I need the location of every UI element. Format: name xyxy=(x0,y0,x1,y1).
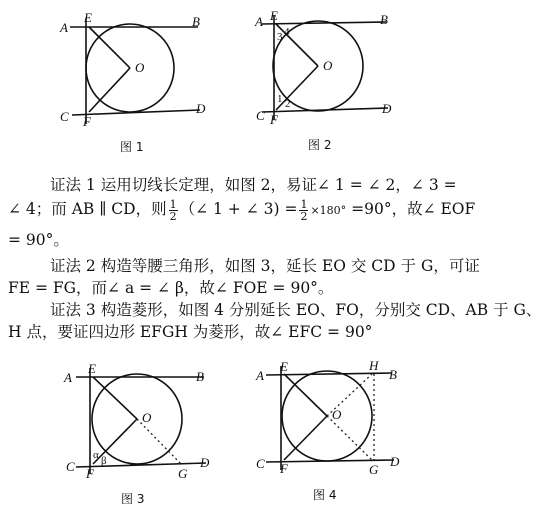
fig4-segment-fo xyxy=(284,416,327,460)
figure-4 xyxy=(255,358,400,502)
fraction-denominator: 2 xyxy=(300,209,308,223)
fig4-label-f: F xyxy=(280,461,288,476)
fig2-angle-4: 4 xyxy=(284,26,290,38)
fig2-line-ab xyxy=(262,22,386,24)
fig4-label-d: D xyxy=(390,454,400,469)
figure-3 xyxy=(63,361,210,506)
fig1-segment-fo xyxy=(89,68,130,112)
fraction-numerator: 1 xyxy=(169,197,177,211)
fig2-caption: 图 2 xyxy=(308,138,332,152)
fig3-label-e: E xyxy=(88,361,96,376)
proof1-line2-a: ∠ 4；而 AB ∥ CD，则 xyxy=(8,200,167,218)
fig1-label-f: F xyxy=(83,114,91,129)
fig2-angle-1: 1 xyxy=(277,93,283,105)
fig3-label-f: F xyxy=(86,466,94,481)
proof1-times-180: ×180° xyxy=(310,204,347,217)
fig4-segment-eo xyxy=(284,374,327,416)
proof1-fraction-half-1 xyxy=(169,199,178,222)
fig4-label-g: G xyxy=(369,462,379,477)
proof1-fraction-half-2 xyxy=(299,199,308,222)
fig3-segment-eo xyxy=(93,377,137,419)
fraction-denominator: 2 xyxy=(169,209,177,223)
fig4-label-b: B xyxy=(389,367,397,382)
fig1-label-d: D xyxy=(196,101,206,116)
fig4-label-e: E xyxy=(280,359,288,374)
fig3-label-c: C xyxy=(66,459,75,474)
proof2-line1: 证法 2 构造等腰三角形，如图 3，延长 EO 交 CD 于 G，可证 xyxy=(50,257,480,275)
fig1-label-a: A xyxy=(60,20,68,35)
proof1-line2-d: =90°，故∠ EOF xyxy=(351,200,476,218)
fig3-label-a: A xyxy=(64,370,72,385)
fig3-segment-fo xyxy=(93,419,137,464)
fig4-caption: 图 4 xyxy=(313,488,337,502)
fraction-numerator: 1 xyxy=(300,197,308,211)
fig1-label-e: E xyxy=(84,10,92,25)
fig3-caption: 图 3 xyxy=(121,492,145,506)
fig1-caption: 图 1 xyxy=(120,140,144,154)
figure-2 xyxy=(254,8,392,152)
fig2-label-d: D xyxy=(382,101,392,116)
fig1-label-o: O xyxy=(135,60,145,75)
fig2-label-a: A xyxy=(255,14,263,29)
fig3-label-d: D xyxy=(200,455,210,470)
fig2-label-e: E xyxy=(270,8,278,23)
proof1-line1: 证法 1 运用切线长定理，如图 2，易证∠ 1 = ∠ 2，∠ 3 = xyxy=(50,176,457,194)
fig4-label-a: A xyxy=(256,368,264,383)
fig1-label-c: C xyxy=(60,109,69,124)
figure-1 xyxy=(59,10,206,154)
proof1-line2 xyxy=(8,198,552,222)
fig2-label-o: O xyxy=(323,58,333,73)
fig2-angle-3: 3 xyxy=(277,31,283,43)
fig3-angle-alpha: α xyxy=(93,449,99,461)
proof3-line2: H 点，要证四边形 EFGH 为菱形，故∠ EFC = 90° xyxy=(8,323,373,341)
fig4-label-c: C xyxy=(256,456,265,471)
fig2-label-b: B xyxy=(380,12,388,27)
proof3-line1: 证法 3 构造菱形，如图 4 分别延长 EO、FO，分别交 CD、AB 于 G、 xyxy=(50,301,542,319)
fig1-label-b: B xyxy=(192,14,200,29)
fig1-segment-eo xyxy=(89,27,130,68)
fig4-label-o: O xyxy=(332,407,342,422)
fig4-extension-og xyxy=(327,416,372,460)
fig3-label-g: G xyxy=(178,466,188,481)
fig2-label-f: F xyxy=(270,112,278,127)
fig3-label-o: O xyxy=(142,410,152,425)
fig2-angle-2: 2 xyxy=(285,98,291,110)
proof1-line2-b: （∠ 1 + ∠ 3) = xyxy=(179,200,298,218)
fig3-angle-beta: β xyxy=(101,455,107,467)
fig4-label-h: H xyxy=(369,358,379,373)
fig2-label-c: C xyxy=(256,108,265,123)
proof1-line3: = 90°。 xyxy=(8,231,69,249)
fig3-label-b: B xyxy=(196,369,204,384)
proof2-line2: FE = FG，而∠ a = ∠ β，故∠ FOE = 90°。 xyxy=(8,279,334,297)
